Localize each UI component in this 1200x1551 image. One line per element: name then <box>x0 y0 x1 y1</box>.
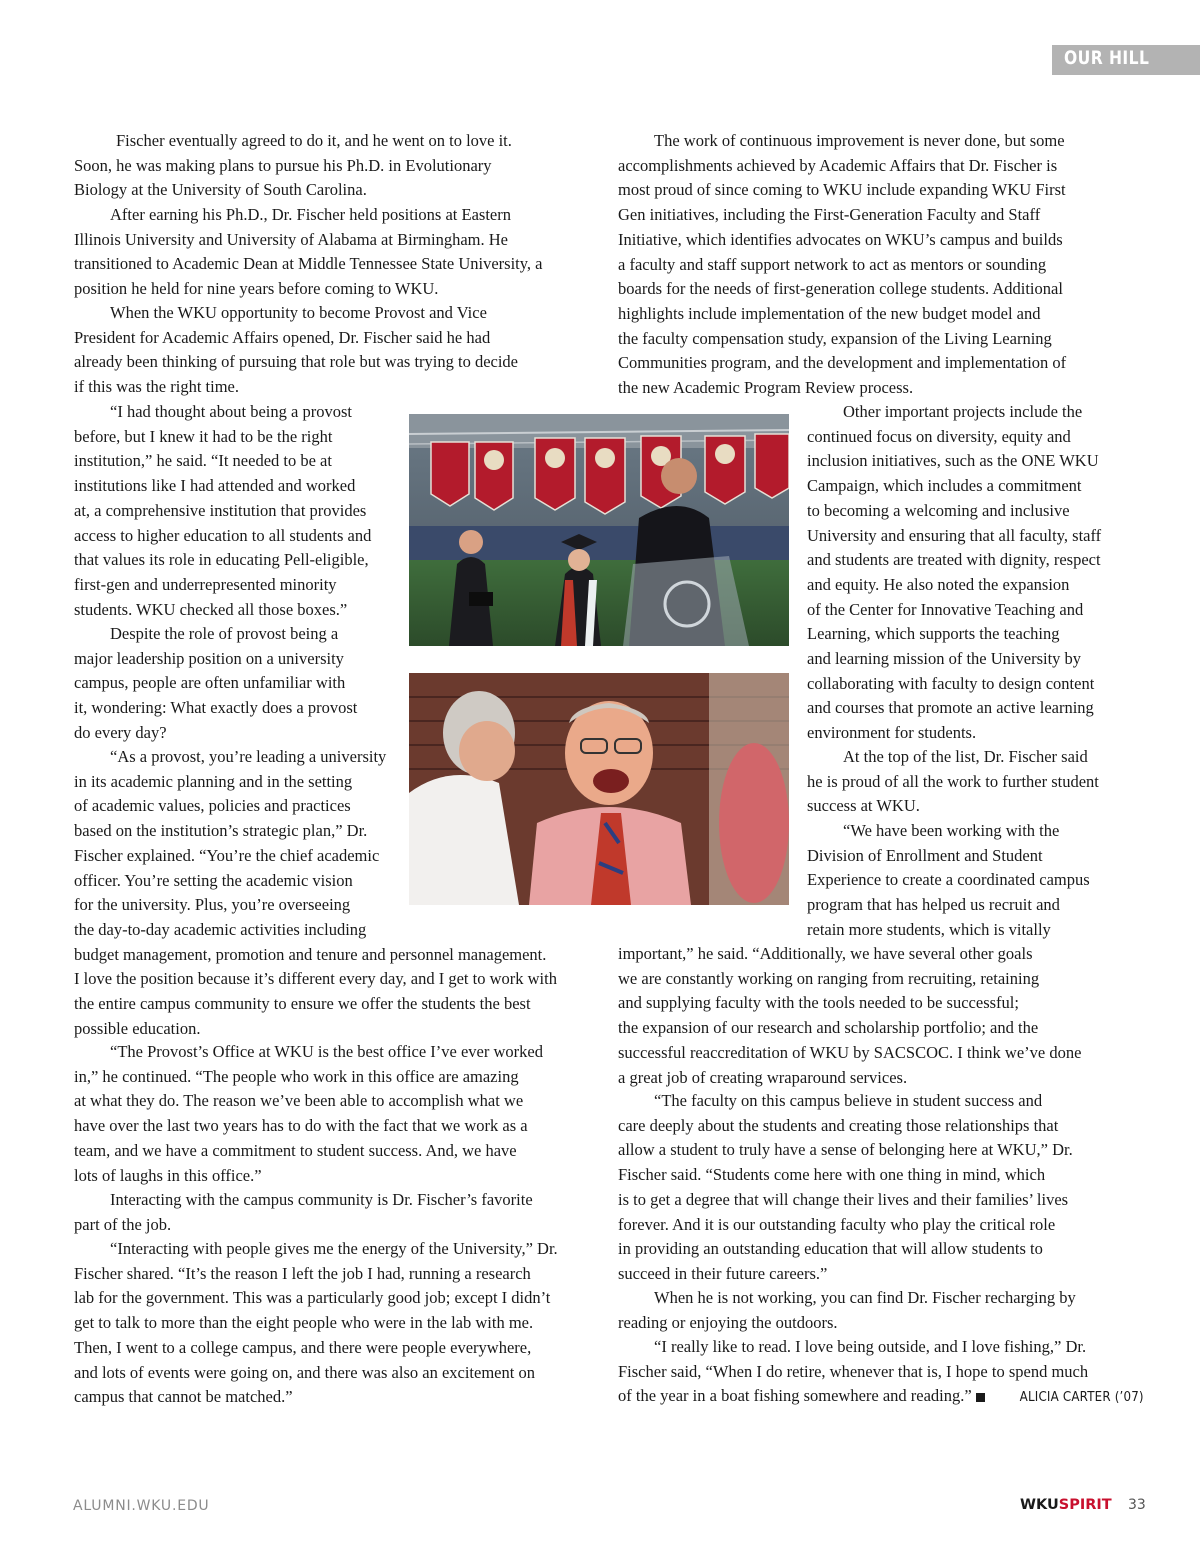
right-paragraph-7 <box>618 1335 1165 1410</box>
left-paragraph-2: After earning his Ph.D., Dr. Fischer held positions at Eastern Illinois University and University of Alabama at Birmingham. He transitioned to Academic Dean at Middle Tennessee State University, a position he held for nine years before coming to WKU. <box>74 205 543 299</box>
right-paragraph-5: “The faculty on this campus believe in student success and care deeply about the students and creating those relationships that allow a student to truly have a sense of belonging here at WKU,” Dr. Fischer said. “Students come here with one thing in mind, which is to get a degree that will change their lives and their families’ lives forever. And it is our outstanding faculty who play the critical role in providing an outstanding education that will allow students to succeed in their future careers.” <box>618 1091 1073 1283</box>
laughing-man-illustration <box>409 673 789 905</box>
footer-brand <box>1020 1497 1112 1513</box>
brand-wku: WKU <box>1020 1497 1059 1513</box>
section-label: OUR HILL <box>1064 47 1150 69</box>
right-paragraph-3: At the top of the list, Dr. Fischer said he is proud of all the work to further student success at WKU. <box>807 747 1099 816</box>
left-paragraph-3: When the WKU opportunity to become Provost and Vice President for Academic Affairs opened, Dr. Fischer said he had already been thinking of pursuing that role but was trying to decide if this was the right time. <box>74 303 519 397</box>
left-paragraph-4: “I had thought about being a provost before, but I knew it had to be the right institution,” he said. “It needed to be at institutions like I had attended and worked at, a comprehensive institution that provides access to higher education to all students and that values its role in educating Pell-eligible, first-gen and underrepresented minority students. WKU checked all those boxes.” <box>74 402 372 619</box>
footer-website: ALUMNI.WKU.EDU <box>73 1498 210 1514</box>
left-paragraph-7: “The Provost’s Office at WKU is the best office I’ve ever worked in,” he continued. “The people who work in this office are amazing at what they do. The reason we’ve been able to accomplish what we have over the last two years has to do with the fact that we work as a team, and we have a commitment to student success. And, we have lots of laughs in this office.” <box>74 1042 543 1185</box>
page-number: 33 <box>1128 1497 1146 1513</box>
right-paragraph-4b: important,” he said. “Additionally, we have several other goals we are constantly working on ranging from recruiting, retaining and supplying faculty with the tools needed to be successful; the expansion of our research and scholarship portfolio; and the successful reaccreditation of WKU by SACSCOC. I think we’ve done a great job of creating wraparound services. <box>618 944 1082 1087</box>
left-paragraph-9: “Interacting with people gives me the energy of the University,” Dr. Fischer shared. “It’s the reason I left the job I had, running a research lab for the government. This was a particularly good job; except I didn’t get to talk to more than the eight people who were in the lab with me. Then, I went to a college campus, and there were people everywhere, and lots of events were going on, and there was also an excitement on campus that cannot be matched.” <box>74 1239 558 1407</box>
right-paragraph-1: The work of continuous improvement is never done, but some accomplishments achieved by Academic Affairs that Dr. Fischer is most proud of since coming to WKU include expanding WKU First Gen initiatives, including the First-Generation Faculty and Staff Initiative, which identifies advocates on WKU’s campus and builds a faculty and staff support network to act as mentors or sounding boards for the needs of first-generation college students. Additional highlights include implementation of the new budget model and the faculty compensation study, expansion of the Living Learning Communities program, and the development and implementation of the new Academic Program Review process. <box>618 131 1067 398</box>
end-mark-icon <box>976 1393 985 1402</box>
commencement-photo <box>409 414 789 646</box>
closing-quote: “I really like to read. I love being outside, and I love fishing,” Dr. Fischer said, “When I do retire, whenever that is, I hope to spend much of the year in a boat fishing somewhere and reading.” <box>618 1337 1089 1406</box>
left-paragraph-6: “As a provost, you’re leading a university in its academic planning and in the setting of academic values, policies and practices based on the institution’s strategic plan,” Dr. Fischer explained. “You’re the chief academic officer. You’re setting the academic vision for the university. Plus, you’re overseeing the day-to-day academic activities including budget management, promotion and tenure and personnel management. I love the position because it’s different every day, and I get to work with the entire campus community to ensure we offer the students the best possible education. <box>74 747 557 1038</box>
left-paragraph-8: Interacting with the campus community is Dr. Fischer’s favorite part of the job. <box>74 1190 533 1234</box>
right-paragraph-2: Other important projects include the continued focus on diversity, equity and inclusion initiatives, such as the ONE WKU Campaign, which includes a commitment to becoming a welcoming and inclusive University and ensuring that all faculty, staff and students are treated with dignity, respect and equity. He also noted the expansion of the Center for Innovative Teaching and Learning, which supports the teaching and learning mission of the University by collaborating with faculty to design content and courses that promote an active learning environment for students. <box>807 402 1102 743</box>
left-paragraph-5: Despite the role of provost being a major leadership position on a university campus, people are often unfamiliar with it, wondering: What exactly does a provost do every day? <box>74 624 358 742</box>
byline: ALICIA CARTER (’07) <box>1019 1389 1144 1406</box>
right-paragraph-6: When he is not working, you can find Dr. Fischer recharging by reading or enjoying the outdoors. <box>618 1288 1076 1332</box>
left-paragraph-1: Fischer eventually agreed to do it, and he went on to love it. Soon, he was making plans to pursue his Ph.D. in Evolutionary Biology at the University of South Carolina. <box>74 131 512 200</box>
commencement-illustration <box>409 414 789 646</box>
right-paragraph-4a: “We have been working with the Division of Enrollment and Student Experience to create a coordinated campus program that has helped us recruit and retain more students, which is vitally <box>807 821 1090 939</box>
brand-spirit: SPIRIT <box>1058 1497 1112 1513</box>
laughing-man-photo <box>409 673 789 905</box>
section-tab <box>1052 45 1200 75</box>
